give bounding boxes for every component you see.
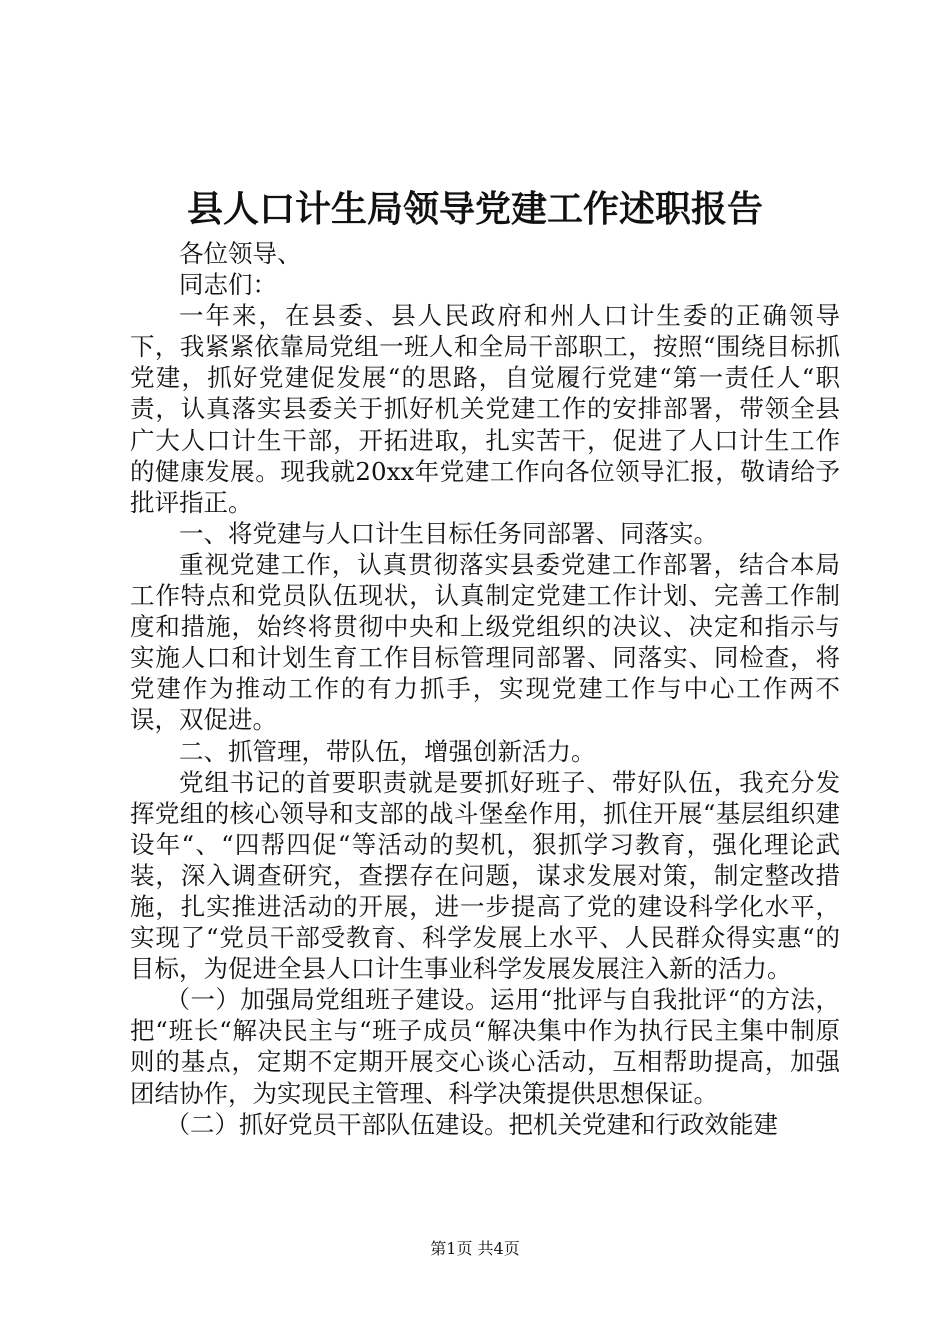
body-paragraph: 重视党建工作，认真贯彻落实县委党建工作部署，结合本局工作特点和党员队伍现状，认真制定党建工作计划、完善工作制度和措施，始终将贯彻中央和上级党组织的决议、决定和指示与实施人口和计划生育工作目标管理同部署、同落实、同检查，将党建作为推动工作的有力抓手，实现党建工作与中心工作两不误，双促进。: [130, 549, 840, 735]
section-heading: 二、抓管理，带队伍，增强创新活力。: [179, 736, 596, 766]
section-heading: 一、将党建与人口计生目标任务同部署、同落实。: [179, 518, 718, 548]
body-paragraph: 一年来，在县委、县人民政府和州人口计生委的正确领导下，我紧紧依靠局党组一班人和全局干部职工，按照“围绕目标抓党建，抓好党建促发展“的思路，自觉履行党建“第一责任人“职责，认真落实县委关于抓好机关党建工作的安排部署，带领全县广大人口计生干部，开拓进取，扎实苦干，促进了人口计生工作的健康发展。现我就20xx年党建工作向各位领导汇报，敬请给予批评指正。: [130, 301, 840, 517]
body-paragraph: 党组书记的首要职责就是要抓好班子、带好队伍，我充分发挥党组的核心领导和支部的战斗堡垒作用，抓住开展“基层组织建设年“、“四帮四促“等活动的契机，狠抓学习教育，强化理论武装，深入调查研究，查摆存在问题，谋求发展对策，制定整改措施，扎实推进活动的开展，进一步提高了党的建设科学化水平，实现了“党员干部受教育、科学发展上水平、人民群众得实惠“的目标，为促进全县人口计生事业科学发展发展注入新的活力。: [130, 767, 840, 984]
document-body: [130, 238, 840, 1140]
salutation-line: 同志们：: [179, 270, 277, 300]
document-title: 县人口计生局领导党建工作述职报告: [186, 188, 763, 230]
salutation-line: 各位领导、: [179, 239, 302, 268]
subsection-paragraph: （二）抓好党员干部队伍建设。把机关党建和行政效能建: [165, 1109, 779, 1139]
page-number-footer: 第1页 共4页: [430, 1239, 520, 1258]
subsection-paragraph: （一）加强局党组班子建设。运用“批评与自我批评“的方法，把“班长“解决民主与“班子成员“解决集中作为执行民主集中制原则的基点，定期不定期开展交心谈心活动，互相帮助提高，加强团结协作，为实现民主管理、科学决策提供思想保证。: [130, 985, 840, 1108]
